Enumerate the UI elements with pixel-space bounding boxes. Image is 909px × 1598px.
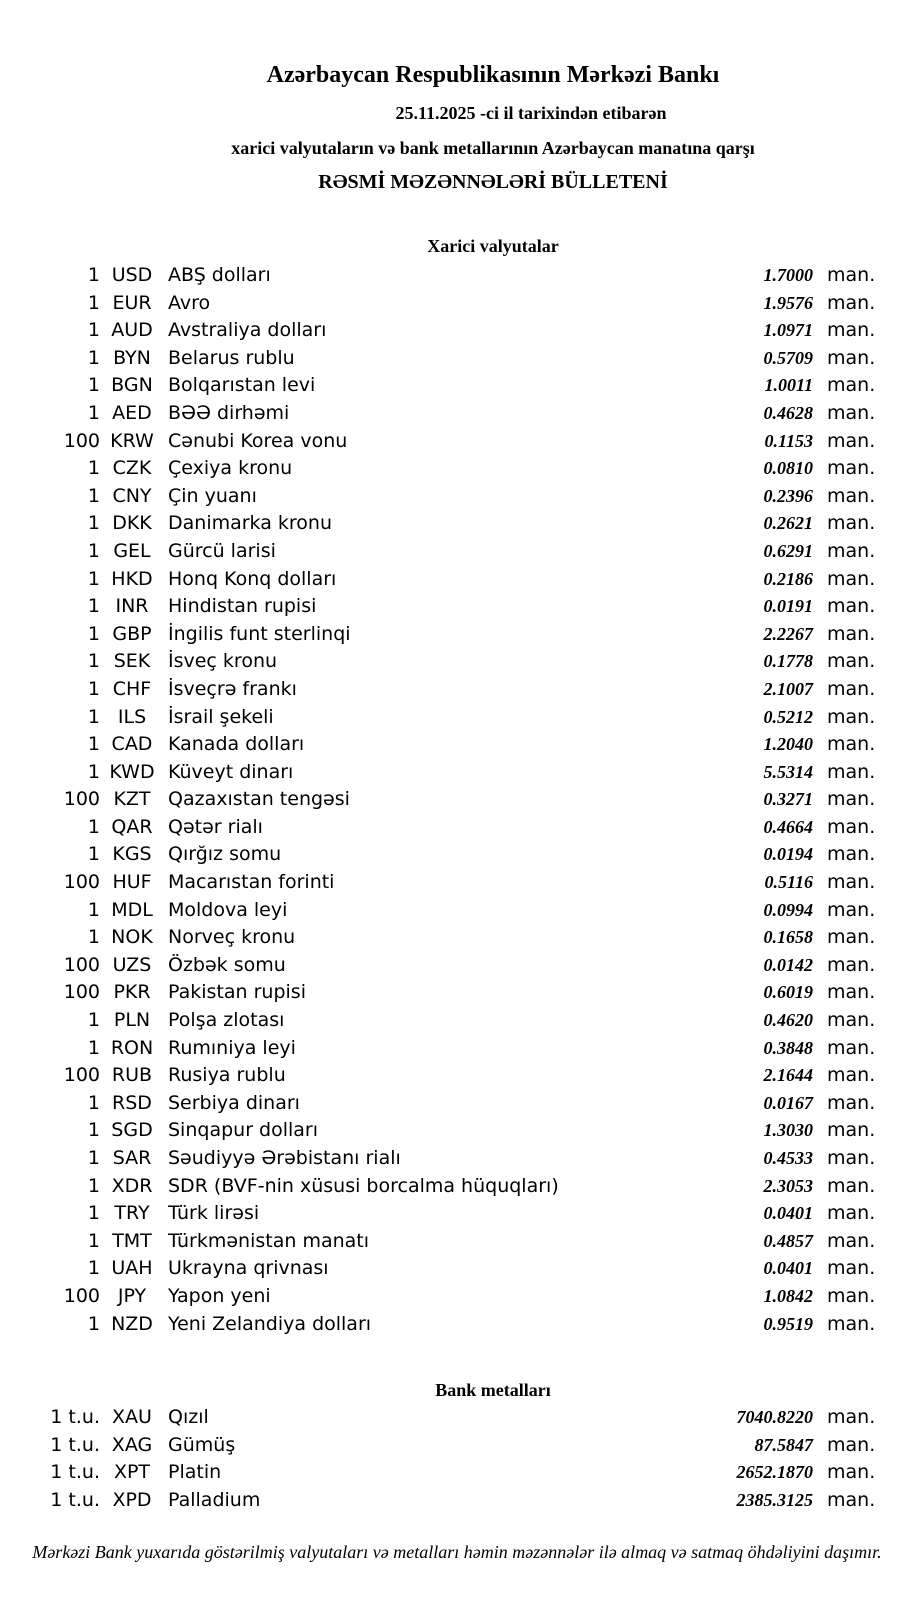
currency-name: Avro xyxy=(168,291,211,314)
quantity-value: 1 xyxy=(87,1036,100,1059)
rate-value: 1.0971 xyxy=(763,320,813,341)
rate-value: 2.2267 xyxy=(763,623,813,644)
manat-unit-label: man. xyxy=(827,484,876,507)
currency-code: NZD xyxy=(111,1312,153,1335)
manat-unit-label: man. xyxy=(827,346,876,369)
rate-row xyxy=(0,814,909,842)
rate-value: 87.5847 xyxy=(754,1434,813,1455)
currency-code: TRY xyxy=(114,1202,150,1225)
currency-name: Cənubi Korea vonu xyxy=(168,429,348,452)
currency-code: CZK xyxy=(112,457,152,480)
effective-date-line: 25.11.2025 -ci il tarixindən etibarən xyxy=(395,103,667,123)
rate-value: 0.5212 xyxy=(763,706,813,727)
quantity-value: 100 xyxy=(63,1064,100,1087)
quantity-value: 100 xyxy=(63,429,100,452)
rate-value: 0.1778 xyxy=(763,651,813,672)
manat-unit-label: man. xyxy=(827,567,876,590)
rate-row xyxy=(0,1117,909,1145)
currency-code: XPD xyxy=(112,1488,152,1511)
manat-unit-label: man. xyxy=(827,1488,876,1511)
rate-value: 0.5116 xyxy=(764,872,813,893)
manat-unit-label: man. xyxy=(827,1174,876,1197)
rate-row xyxy=(0,455,909,483)
rate-row xyxy=(0,704,909,732)
rate-value: 0.0142 xyxy=(763,954,813,975)
quantity-value: 1 xyxy=(87,1312,100,1335)
currency-name: Türkmənistan manatı xyxy=(168,1229,370,1252)
currency-name: Avstraliya dolları xyxy=(168,319,327,342)
manat-unit-label: man. xyxy=(827,926,876,949)
currency-name: Özbək somu xyxy=(168,953,286,976)
currency-name: Yapon yeni xyxy=(168,1284,271,1307)
rate-value: 0.0167 xyxy=(763,1092,813,1113)
manat-unit-label: man. xyxy=(827,733,876,756)
manat-unit-label: man. xyxy=(827,898,876,921)
rate-row xyxy=(0,372,909,400)
currency-code: SGD xyxy=(111,1119,153,1142)
rate-value: 7040.8220 xyxy=(736,1407,813,1427)
metal-rates-table xyxy=(0,1404,909,1514)
currency-code: AUD xyxy=(111,319,153,342)
rate-row xyxy=(0,400,909,428)
rate-value: 0.6019 xyxy=(763,982,813,1003)
quantity-value: 1 xyxy=(87,760,100,783)
currency-name: Türk lirəsi xyxy=(168,1202,260,1225)
currency-name: Honq Konq dolları xyxy=(168,567,337,590)
manat-unit-label: man. xyxy=(827,401,876,424)
rate-row xyxy=(0,1255,909,1283)
rate-value: 0.5709 xyxy=(763,347,813,368)
currency-code: UZS xyxy=(112,953,152,976)
rate-row xyxy=(0,897,909,925)
quantity-value: 1 xyxy=(87,401,100,424)
rate-value: 1.7000 xyxy=(763,265,813,285)
rate-value: 2.1644 xyxy=(763,1065,813,1086)
currency-code: NOK xyxy=(111,926,153,949)
quantity-value: 1 t.u. xyxy=(50,1461,100,1484)
currency-code: RSD xyxy=(112,1091,152,1114)
manat-unit-label: man. xyxy=(827,981,876,1004)
bank-name-title: Azərbaycan Respublikasının Mərkəzi Bankı xyxy=(266,62,720,88)
currency-name: İngilis funt sterlinqi xyxy=(168,622,351,645)
rate-value: 0.4664 xyxy=(763,816,813,837)
manat-unit-label: man. xyxy=(827,871,876,894)
currency-name: Macarıstan forinti xyxy=(168,871,335,894)
quantity-value: 1 xyxy=(87,1202,100,1225)
rate-value: 0.0401 xyxy=(763,1258,813,1279)
currency-name: BƏƏ dirhəmi xyxy=(168,401,290,424)
manat-unit-label: man. xyxy=(827,622,876,645)
currency-name: Səudiyyə Ərəbistanı rialı xyxy=(168,1147,401,1169)
manat-unit-label: man. xyxy=(827,595,876,618)
quantity-value: 1 xyxy=(87,319,100,342)
quantity-value: 1 xyxy=(87,622,100,645)
manat-unit-label: man. xyxy=(827,953,876,976)
currency-name: SDR (BVF-nin xüsusi borcalma hüquqları) xyxy=(168,1174,559,1197)
rate-row xyxy=(0,428,909,456)
rate-value: 0.9519 xyxy=(763,1313,813,1334)
currency-name: Belarus rublu xyxy=(168,346,295,369)
currency-code: TMT xyxy=(112,1229,152,1252)
manat-unit-label: man. xyxy=(827,539,876,562)
quantity-value: 1 xyxy=(87,567,100,590)
quantity-value: 1 xyxy=(87,1009,100,1032)
rate-row xyxy=(0,538,909,566)
currency-name: Norveç kronu xyxy=(168,926,296,949)
currency-name: Qırğız somu xyxy=(168,843,282,866)
currency-code: ILS xyxy=(117,705,147,728)
rate-row xyxy=(0,1311,909,1339)
rate-row xyxy=(0,1200,909,1228)
manat-unit-label: man. xyxy=(827,843,876,866)
currency-code: PKR xyxy=(113,981,151,1004)
rate-row xyxy=(0,676,909,704)
currency-name: İsveç kronu xyxy=(168,650,278,673)
quantity-value: 1 xyxy=(87,1174,100,1197)
quantity-value: 1 xyxy=(87,264,100,286)
currency-name: Pakistan rupisi xyxy=(168,981,306,1004)
rate-row xyxy=(0,1404,909,1432)
rate-row xyxy=(0,483,909,511)
rate-row xyxy=(0,952,909,980)
manat-unit-label: man. xyxy=(827,1009,876,1032)
currency-name: Bolqarıstan levi xyxy=(168,374,316,397)
currency-code: HUF xyxy=(112,871,152,894)
quantity-value: 100 xyxy=(63,953,100,976)
manat-unit-label: man. xyxy=(827,1406,876,1428)
rate-value: 1.3030 xyxy=(763,1120,813,1141)
currency-name: İsveçrə frankı xyxy=(168,677,297,700)
rate-value: 0.0994 xyxy=(763,899,813,920)
currency-code: CHF xyxy=(112,677,152,700)
currency-code: GEL xyxy=(113,539,151,562)
quantity-value: 1 xyxy=(87,898,100,921)
rate-value: 0.1658 xyxy=(763,927,813,948)
manat-unit-label: man. xyxy=(827,319,876,342)
quantity-value: 1 xyxy=(87,843,100,866)
quantity-value: 1 xyxy=(87,1119,100,1142)
currency-code: QAR xyxy=(111,815,153,838)
currency-name: Çexiya kronu xyxy=(168,457,293,480)
currency-code: KWD xyxy=(109,760,155,783)
manat-unit-label: man. xyxy=(827,264,876,286)
quantity-value: 1 xyxy=(87,733,100,756)
currency-name: Moldova leyi xyxy=(168,898,288,921)
quantity-value: 1 xyxy=(87,346,100,369)
currency-name: Platin xyxy=(168,1461,222,1484)
currency-name: ABŞ dolları xyxy=(168,264,271,286)
rate-row xyxy=(0,924,909,952)
rate-row xyxy=(0,317,909,345)
rate-value: 0.4620 xyxy=(763,1010,813,1031)
rate-value: 0.2621 xyxy=(763,513,813,534)
rate-row xyxy=(0,1090,909,1118)
currency-code: GBP xyxy=(112,622,152,645)
manat-unit-label: man. xyxy=(827,1257,876,1280)
manat-unit-label: man. xyxy=(827,760,876,783)
manat-unit-label: man. xyxy=(827,1229,876,1252)
rate-row xyxy=(0,1035,909,1063)
manat-unit-label: man. xyxy=(827,1036,876,1059)
rate-value: 0.0194 xyxy=(763,844,813,865)
quantity-value: 1 t.u. xyxy=(50,1488,100,1511)
currency-code: HKD xyxy=(111,567,153,590)
rate-value: 0.3271 xyxy=(763,789,813,810)
rate-row xyxy=(0,1487,909,1515)
rate-row xyxy=(0,1228,909,1256)
quantity-value: 1 xyxy=(87,1229,100,1252)
quantity-value: 1 xyxy=(87,512,100,535)
quantity-value: 1 xyxy=(87,926,100,949)
quantity-value: 100 xyxy=(63,871,100,894)
rate-value: 2652.1870 xyxy=(736,1462,813,1483)
quantity-value: 1 xyxy=(87,1091,100,1114)
currency-code: RON xyxy=(110,1036,154,1059)
quantity-value: 1 xyxy=(87,677,100,700)
rate-row xyxy=(0,1062,909,1090)
manat-unit-label: man. xyxy=(827,291,876,314)
manat-unit-label: man. xyxy=(827,1284,876,1307)
rate-value: 0.2186 xyxy=(763,568,813,589)
manat-unit-label: man. xyxy=(827,1433,876,1456)
manat-unit-label: man. xyxy=(827,1202,876,1225)
rate-value: 0.4628 xyxy=(763,402,813,423)
currency-name: Polşa zlotası xyxy=(168,1009,285,1032)
currency-name: Kanada dolları xyxy=(168,733,305,756)
currency-code: XAU xyxy=(112,1406,152,1428)
quantity-value: 1 xyxy=(87,539,100,562)
rate-row xyxy=(0,1173,909,1201)
rate-value: 1.0011 xyxy=(764,375,813,396)
manat-unit-label: man. xyxy=(827,429,876,452)
quantity-value: 1 t.u. xyxy=(50,1406,100,1428)
rate-row xyxy=(0,979,909,1007)
rate-row xyxy=(0,1459,909,1487)
currency-name: İsrail şekeli xyxy=(168,705,274,728)
currency-name: Küveyt dinarı xyxy=(168,760,294,783)
currency-name: Qızıl xyxy=(168,1406,209,1428)
rate-row xyxy=(0,345,909,373)
currency-code: AED xyxy=(112,401,152,424)
currency-code: BYN xyxy=(113,346,151,369)
rate-value: 0.0191 xyxy=(763,596,813,617)
currency-name: Çin yuanı xyxy=(168,484,257,507)
manat-unit-label: man. xyxy=(827,815,876,838)
rate-value: 1.2040 xyxy=(763,734,813,755)
currency-name: Serbiya dinarı xyxy=(168,1091,300,1114)
rate-row xyxy=(0,759,909,787)
currency-name: Rusiya rublu xyxy=(168,1064,286,1087)
currency-name: Danimarka kronu xyxy=(168,512,333,535)
currency-code: UAH xyxy=(111,1257,153,1280)
currency-code: KGS xyxy=(112,843,152,866)
rate-value: 2385.3125 xyxy=(736,1489,813,1510)
currency-code: USD xyxy=(111,264,153,286)
currency-code: CAD xyxy=(111,733,153,756)
rate-value: 0.3848 xyxy=(763,1037,813,1058)
currency-name: Gürcü larisi xyxy=(168,539,276,562)
quantity-value: 1 xyxy=(87,291,100,314)
quantity-value: 1 xyxy=(87,595,100,618)
rate-row xyxy=(0,731,909,759)
manat-unit-label: man. xyxy=(827,1461,876,1484)
currency-name: Rumıniya leyi xyxy=(168,1036,296,1059)
rate-value: 0.0401 xyxy=(763,1203,813,1224)
rate-value: 1.9576 xyxy=(763,292,813,313)
quantity-value: 1 t.u. xyxy=(50,1433,100,1456)
bulletin-title: RƏSMİ MƏZƏNNƏLƏRİ BÜLLETENİ xyxy=(318,171,668,193)
rate-row xyxy=(0,1145,909,1173)
currency-name: Ukrayna qrivnası xyxy=(168,1257,329,1280)
rate-row xyxy=(0,869,909,897)
rate-value: 0.2396 xyxy=(763,485,813,506)
quantity-value: 100 xyxy=(63,1284,100,1307)
rate-value: 2.3053 xyxy=(763,1175,813,1196)
manat-unit-label: man. xyxy=(827,374,876,397)
quantity-value: 1 xyxy=(87,705,100,728)
currency-name: Yeni Zelandiya dolları xyxy=(168,1312,372,1335)
rate-value: 2.1007 xyxy=(763,678,813,699)
manat-unit-label: man. xyxy=(827,1312,876,1335)
currency-code: MDL xyxy=(111,898,153,921)
rate-row xyxy=(0,621,909,649)
rate-value: 0.1153 xyxy=(764,430,813,451)
rate-value: 1.0842 xyxy=(763,1285,813,1306)
currency-code: XAG xyxy=(111,1433,153,1456)
quantity-value: 100 xyxy=(63,788,100,811)
currency-name: Qətər rialı xyxy=(168,815,263,838)
quantity-value: 1 xyxy=(87,457,100,480)
currency-code: KRW xyxy=(110,429,154,452)
rate-row xyxy=(0,510,909,538)
currency-name: Palladium xyxy=(168,1488,261,1511)
disclaimer-text: Mərkəzi Bank yuxarıda göstərilmiş valyutaları və metalları həmin məzənnələr ilə almaq və satmaq öhdəliyini daşımır. xyxy=(32,1542,882,1562)
currency-code: CNY xyxy=(112,484,152,507)
manat-unit-label: man. xyxy=(827,1147,876,1169)
manat-unit-label: man. xyxy=(827,677,876,700)
manat-unit-label: man. xyxy=(827,1064,876,1087)
manat-unit-label: man. xyxy=(827,650,876,673)
currency-code: SEK xyxy=(113,650,151,673)
rate-row xyxy=(0,1432,909,1460)
currency-name: Sinqapur dolları xyxy=(168,1119,319,1142)
manat-unit-label: man. xyxy=(827,788,876,811)
currency-name: Hindistan rupisi xyxy=(168,595,317,618)
bulletin-subject-line: xarici valyutaların və bank metallarının Azərbaycan manatına qarşı xyxy=(231,138,755,158)
currency-code: JPY xyxy=(117,1284,147,1307)
quantity-value: 100 xyxy=(63,981,100,1004)
section-title-bank-metals: Bank metalları xyxy=(435,1380,551,1400)
rate-value: 5.5314 xyxy=(763,761,813,782)
rate-row xyxy=(0,1007,909,1035)
quantity-value: 1 xyxy=(87,650,100,673)
currency-code: SAR xyxy=(112,1147,152,1169)
quantity-value: 1 xyxy=(87,815,100,838)
section-title-foreign-currencies: Xarici valyutalar xyxy=(427,236,559,256)
rate-value: 0.0810 xyxy=(763,458,813,479)
rate-row xyxy=(0,262,909,290)
currency-code: XPT xyxy=(113,1461,151,1484)
manat-unit-label: man. xyxy=(827,705,876,728)
quantity-value: 1 xyxy=(87,374,100,397)
rate-row xyxy=(0,290,909,318)
quantity-value: 1 xyxy=(87,484,100,507)
rate-row xyxy=(0,1283,909,1311)
currency-code: EUR xyxy=(112,291,152,314)
manat-unit-label: man. xyxy=(827,512,876,535)
quantity-value: 1 xyxy=(87,1257,100,1280)
currency-code: BGN xyxy=(111,374,153,397)
currency-code: KZT xyxy=(113,788,151,811)
currency-name: Gümüş xyxy=(168,1433,236,1456)
manat-unit-label: man. xyxy=(827,1091,876,1114)
rate-row xyxy=(0,566,909,594)
currency-code: PLN xyxy=(113,1009,151,1032)
rate-value: 0.4857 xyxy=(763,1230,813,1251)
currency-code: INR xyxy=(115,595,149,618)
rate-row xyxy=(0,841,909,869)
manat-unit-label: man. xyxy=(827,1119,876,1142)
currency-name: Qazaxıstan tengəsi xyxy=(168,788,350,811)
currency-code: RUB xyxy=(111,1064,153,1087)
currency-code: DKK xyxy=(112,512,152,535)
rate-row xyxy=(0,593,909,621)
currency-code: XDR xyxy=(111,1174,153,1197)
rate-row xyxy=(0,648,909,676)
rate-value: 0.6291 xyxy=(763,540,813,561)
rate-row xyxy=(0,786,909,814)
manat-unit-label: man. xyxy=(827,457,876,480)
quantity-value: 1 xyxy=(87,1147,100,1169)
currency-rates-table xyxy=(0,262,909,1338)
rate-value: 0.4533 xyxy=(763,1148,813,1168)
